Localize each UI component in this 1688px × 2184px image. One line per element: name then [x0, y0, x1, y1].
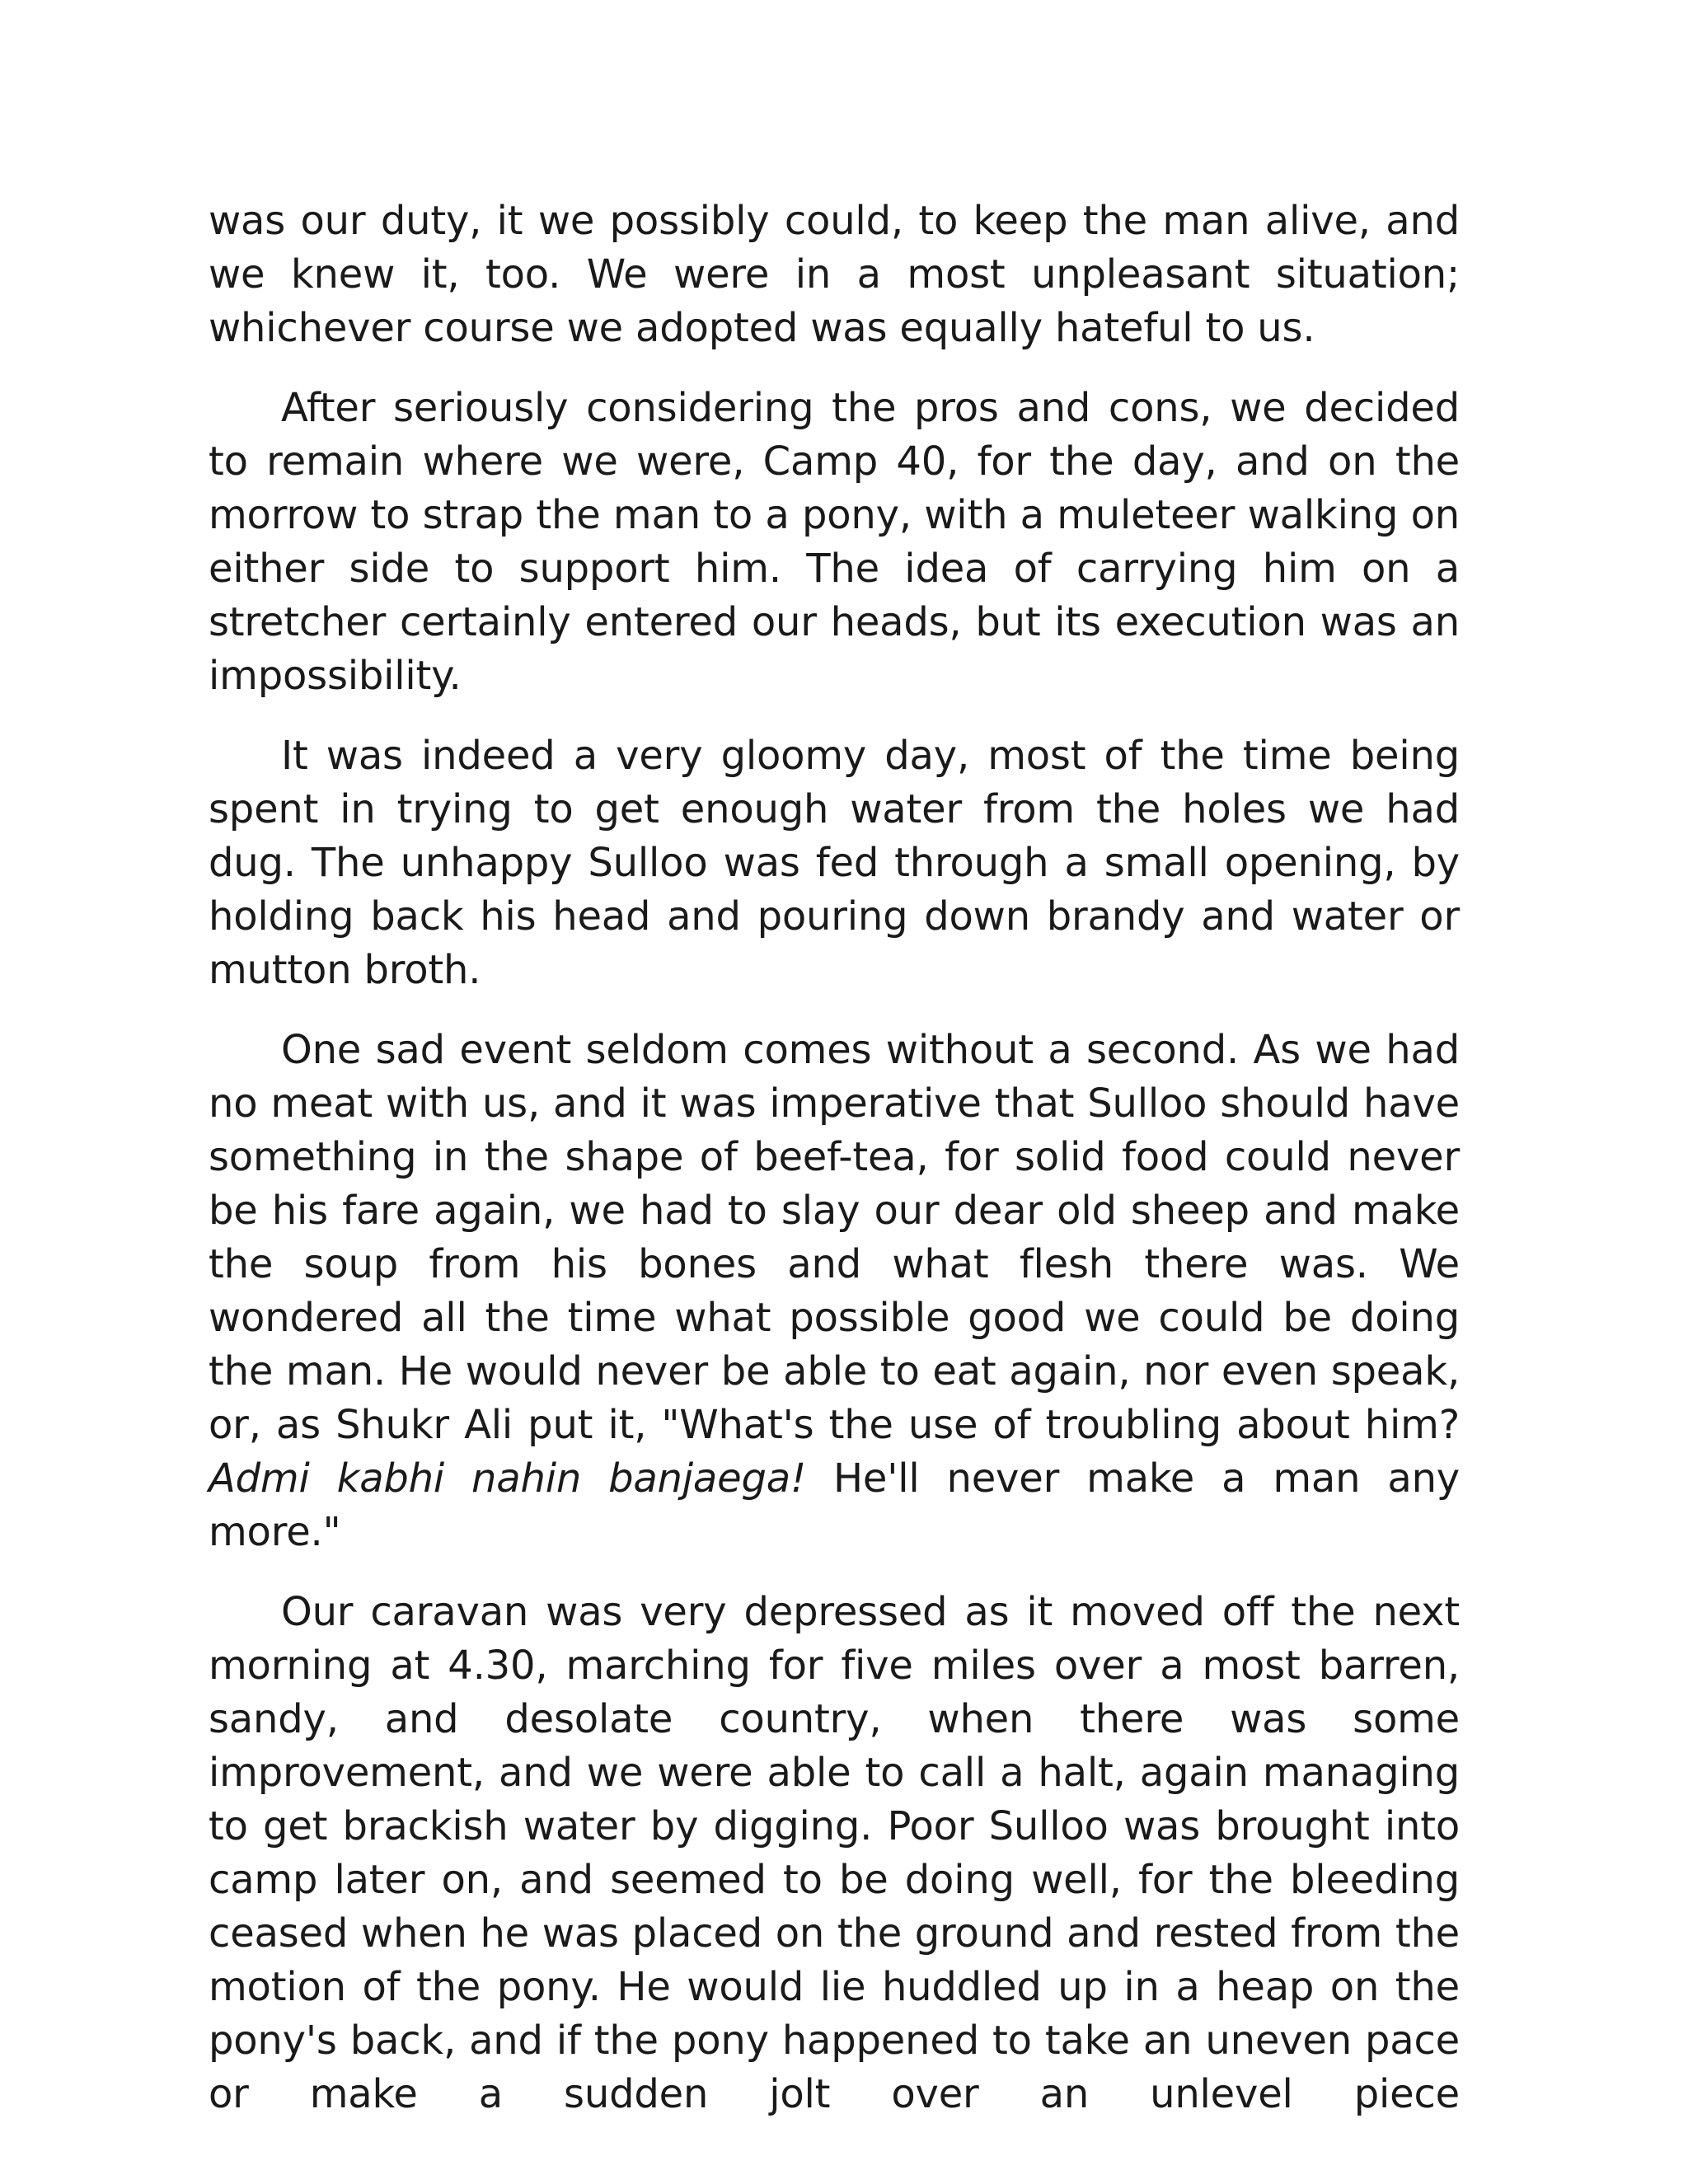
- paragraph-sad-event-text: One sad event seldom comes without a second. As we had no meat with us, and it was imperative that Sulloo should have something in the shape of beef-tea, for solid food could never be his fare again, we had to slay our dear old sheep and make the soup from his bones and what flesh there was. We wondered all the time what possible good we could be doing the man. He would never be able to eat again, nor even speak, or, as Shukr Ali put it, "What's the use of troubling about him?: [209, 1027, 1460, 1448]
- paragraph-continuation: was our duty, it we possibly could, to keep the man alive, and we knew it, too. We were in a most unpleasant situation; whichever course we adopted was equally hateful to us.: [209, 198, 1460, 351]
- paragraph-caravan: Our caravan was very depressed as it moved off the next morning at 4.30, marching for five miles over a most barren, sandy, and desolate country, when there was some improvement, and we were able to call a halt, again managing to get brackish water by digging. Poor Sulloo was brought into camp later on, and seemed to be doing well, for the bleeding ceased when he was placed on the ground and rested from the motion of the pony. He would lie huddled up in a heap on the pony's back, and if the pony happened to take an uneven pace or make a sudden jolt over an unlevel piece: [209, 1589, 1460, 2117]
- paragraph-gloomy-day: It was indeed a very gloomy day, most of the time being spent in trying to get enough water from the holes we had dug. The unhappy Sulloo was fed through a small opening, by holding back his head and pouring down brandy and water or mutton broth.: [209, 733, 1460, 993]
- paragraph-sad-event: [209, 1024, 1460, 1559]
- paragraph-camp-40: After seriously considering the pros and cons, we decided to remain where we were, Camp 40, for the day, and on the morrow to strap the man to a pony, with a muleteer walking on either side to support him. The idea of carrying him on a stretcher certainly entered our heads, but its execution was an impossibility.: [209, 385, 1460, 699]
- page-body: [209, 194, 1460, 2121]
- hindustani-phrase: Admi kabhi nahin banjaega!: [209, 1455, 806, 1502]
- paragraph-sad-event-ending: He'll never make a man any more.": [209, 1455, 1461, 1555]
